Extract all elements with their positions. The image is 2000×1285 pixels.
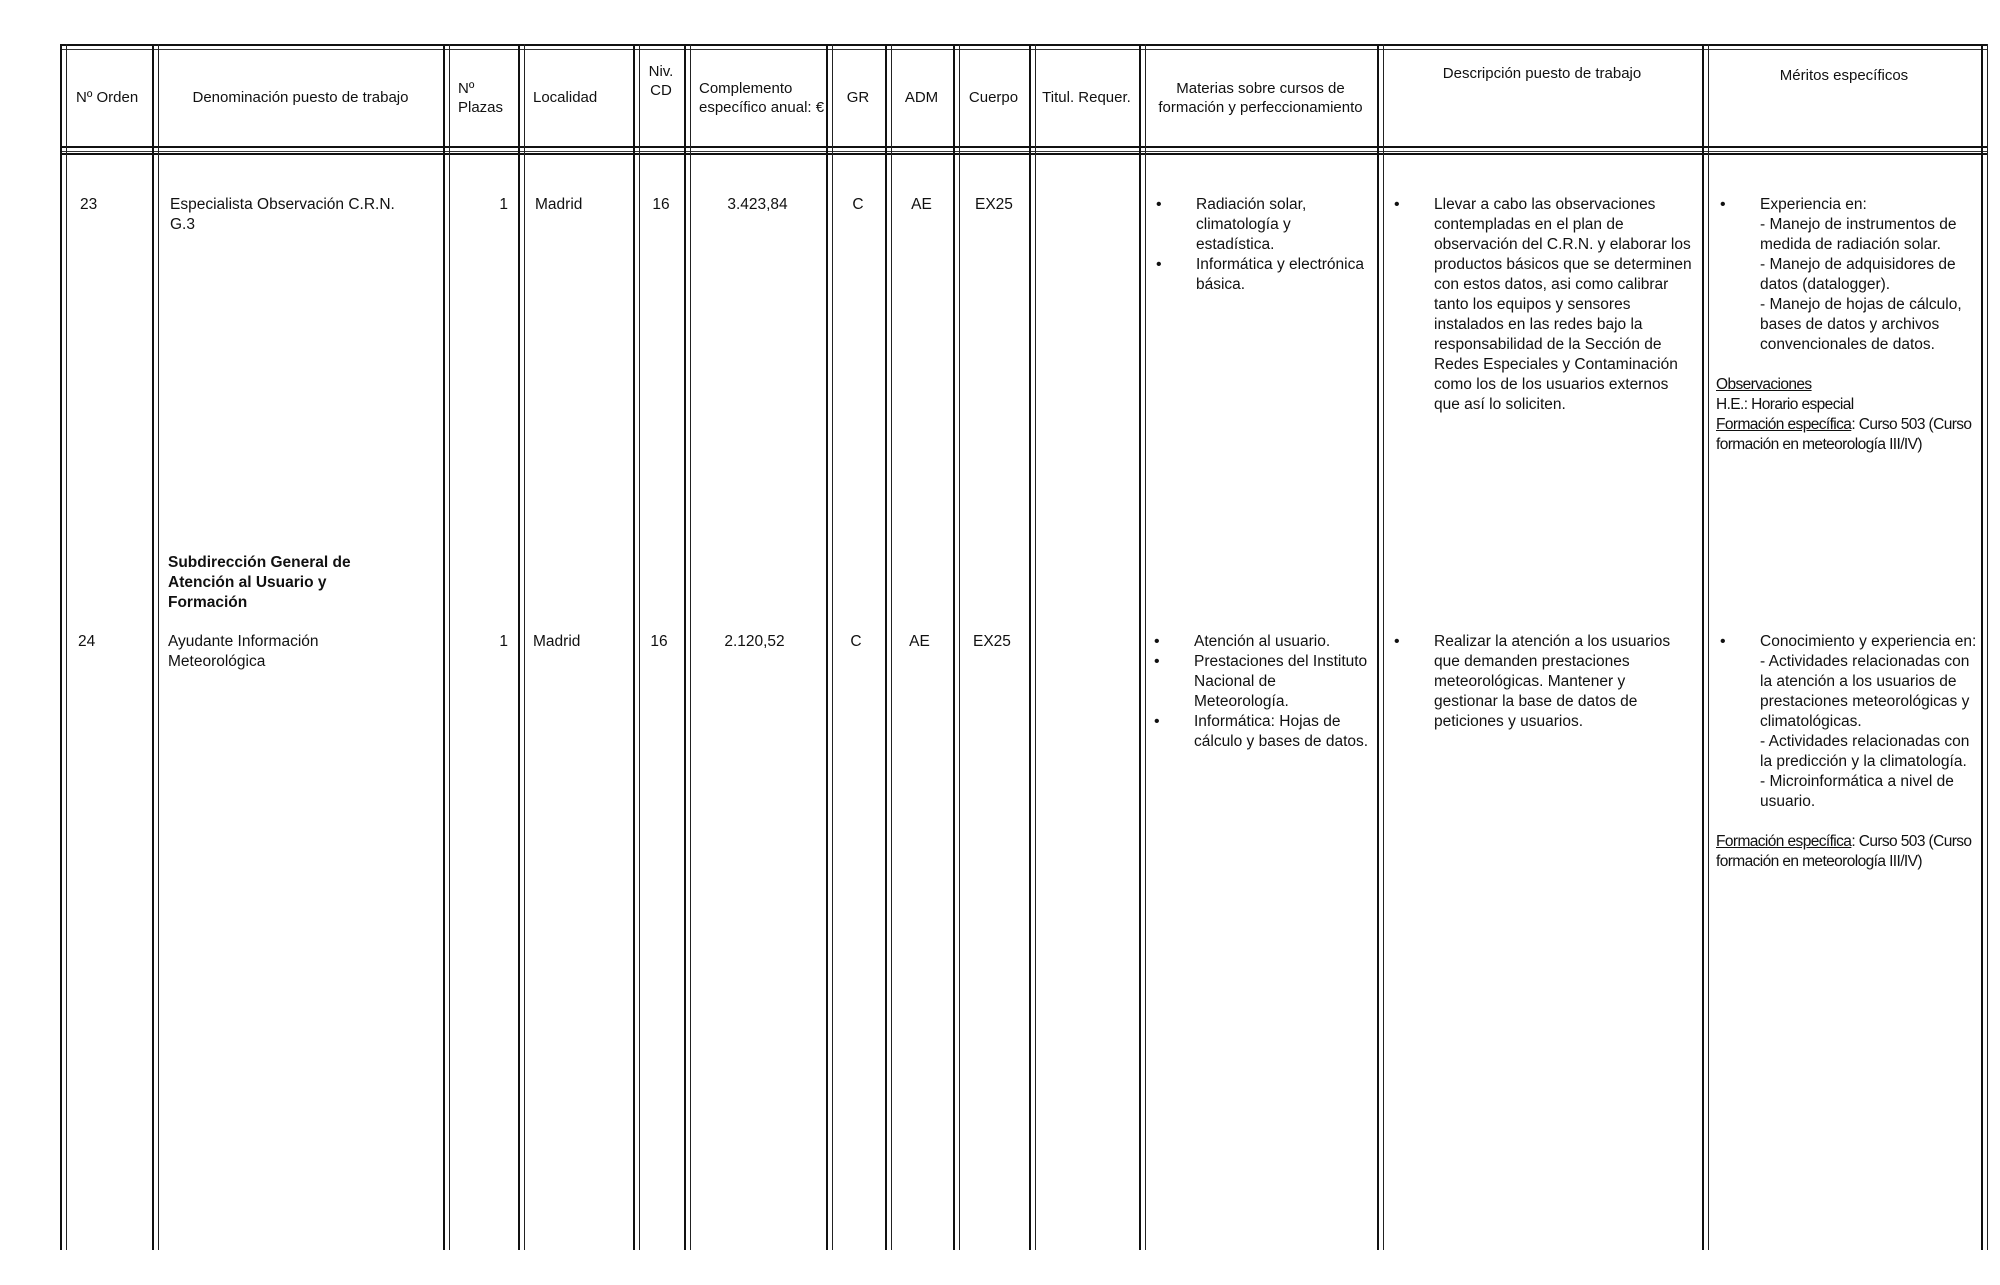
merito-item: - Manejo de hojas de cálculo, bases de datos y archivos convencionales de datos. bbox=[1760, 296, 1962, 353]
header-meritos: Méritos específicos bbox=[1779, 67, 1909, 84]
col-border bbox=[1139, 44, 1146, 1250]
materia-item: • Informática y electrónica básica. bbox=[1152, 255, 1372, 295]
row-24-denominacion: Ayudante Información Meteorológica bbox=[168, 633, 319, 670]
row-24-cuerpo: EX25 bbox=[973, 633, 1011, 650]
row-23-plazas: 1 bbox=[499, 196, 508, 213]
row-23-orden: 23 bbox=[80, 196, 98, 213]
row-24-plazas: 1 bbox=[499, 633, 508, 650]
row-24-orden: 24 bbox=[78, 633, 96, 650]
row-23-cuerpo: EX25 bbox=[975, 196, 1013, 213]
meritos-list bbox=[1716, 632, 1978, 812]
materia-item: • Informática: Hojas de cálculo y bases de datos. bbox=[1150, 712, 1372, 752]
row-24-nivel: 16 bbox=[650, 633, 668, 650]
meritos-intro bbox=[1716, 195, 1976, 355]
merito-item: - Manejo de adquisidores de datos (datalogger). bbox=[1760, 256, 1956, 293]
header-nivel: Niv. CD bbox=[648, 63, 674, 99]
header-materias bbox=[1144, 50, 1377, 145]
header-localidad: Localidad bbox=[533, 89, 598, 106]
col-border bbox=[1702, 44, 1709, 1250]
row-24-gr: C bbox=[850, 633, 862, 650]
formacion-label: Formación específica bbox=[1716, 833, 1852, 850]
header-denominacion: Denominación puesto de trabajo bbox=[192, 89, 409, 106]
header-materias-text: Materias sobre cursos de formación y perfeccionamiento bbox=[1158, 79, 1363, 116]
col-border bbox=[518, 44, 525, 1250]
row-23-adm: AE bbox=[911, 196, 932, 213]
row-24-complemento: 2.120,52 bbox=[724, 633, 785, 650]
materia-item: • Atención al usuario. bbox=[1150, 632, 1372, 652]
row-24-meritos bbox=[1716, 632, 1978, 872]
merito-item: - Actividades relacionadas con la predicción y la climatología. bbox=[1760, 733, 1970, 770]
header-gr: GR bbox=[846, 89, 870, 106]
meritos-list bbox=[1716, 195, 1976, 355]
formacion-text: : Curso 503 (Curso formación en meteorología III/IV) bbox=[1716, 833, 1972, 870]
row-23-localidad: Madrid bbox=[535, 196, 583, 213]
header-complemento: Complemento específico anual: € bbox=[699, 79, 825, 116]
header-titul: Titul. Requer. bbox=[1042, 89, 1131, 106]
meritos-intro-text: • Experiencia en: bbox=[1760, 196, 1867, 213]
row-23-materias bbox=[1152, 195, 1372, 295]
header-orden: Nº Orden bbox=[76, 89, 139, 106]
section-heading: Subdirección General de Atención al Usuario y Formación bbox=[168, 554, 351, 611]
row-23-nivel: 16 bbox=[652, 196, 670, 213]
merito-item: - Manejo de instrumentos de medida de radiación solar. bbox=[1760, 216, 1957, 253]
merito-item: - Microinformática a nivel de usuario. bbox=[1760, 773, 1954, 810]
col-border bbox=[1981, 44, 1988, 1250]
row-23-descripcion bbox=[1390, 195, 1696, 415]
header-bottom-border bbox=[62, 146, 1987, 152]
row-23-meritos bbox=[1716, 195, 1976, 455]
header-cuerpo: Cuerpo bbox=[968, 89, 1019, 106]
meritos-intro-text: • Conocimiento y experiencia en: bbox=[1760, 633, 1977, 650]
row-23-gr: C bbox=[852, 196, 864, 213]
formacion-label: Formación específica bbox=[1716, 416, 1852, 433]
row-23-denominacion: Especialista Observación C.R.N. G.3 bbox=[170, 196, 395, 233]
col-border bbox=[60, 44, 67, 1250]
meritos-intro bbox=[1716, 632, 1978, 812]
merito-item: - Actividades relacionadas con la atención a los usuarios de prestaciones meteorológicas y climatológicas. bbox=[1760, 653, 1970, 730]
formacion-text: : Curso 503 (Curso formación en meteorología III/IV) bbox=[1716, 416, 1972, 453]
materia-item: • Radiación solar, climatología y estadística. bbox=[1152, 195, 1372, 255]
formacion-especifica bbox=[1716, 415, 1976, 455]
materia-item: • Prestaciones del Instituto Nacional de Meteorología. bbox=[1150, 652, 1372, 712]
header-descripcion: Descripción puesto de trabajo bbox=[1442, 65, 1642, 82]
row-24-materias bbox=[1150, 632, 1372, 752]
col-border bbox=[953, 44, 960, 1250]
formacion-especifica bbox=[1716, 832, 1978, 872]
observaciones-label: Observaciones bbox=[1716, 376, 1812, 393]
col-border bbox=[1029, 44, 1036, 1250]
observaciones-text: H.E.: Horario especial bbox=[1716, 396, 1854, 413]
col-border bbox=[1377, 44, 1384, 1250]
header-bottom-border-2 bbox=[62, 153, 1987, 156]
descripcion-item: • Realizar la atención a los usuarios que demanden prestaciones meteorológicas. Mantener y gestionar la base de datos de peticiones y usuarios. bbox=[1390, 632, 1680, 732]
row-24-adm: AE bbox=[909, 633, 930, 650]
header-adm: ADM bbox=[904, 89, 939, 106]
row-24-localidad: Madrid bbox=[533, 633, 581, 650]
col-border bbox=[152, 44, 159, 1250]
header-plazas: Nº Plazas bbox=[458, 79, 504, 116]
descripcion-item: • Llevar a cabo las observaciones contempladas en el plan de observación del C.R.N. y elaborar los productos básicos que se determinen con estos datos, asi como calibrar tanto los equipos y sensores instalados en las redes bajo la responsabilidad de la Sección de Redes Especiales y Contaminación como los de los usuarios externos que así lo soliciten. bbox=[1390, 195, 1696, 415]
row-24-descripcion bbox=[1390, 632, 1680, 732]
row-23-complemento: 3.423,84 bbox=[727, 196, 788, 213]
